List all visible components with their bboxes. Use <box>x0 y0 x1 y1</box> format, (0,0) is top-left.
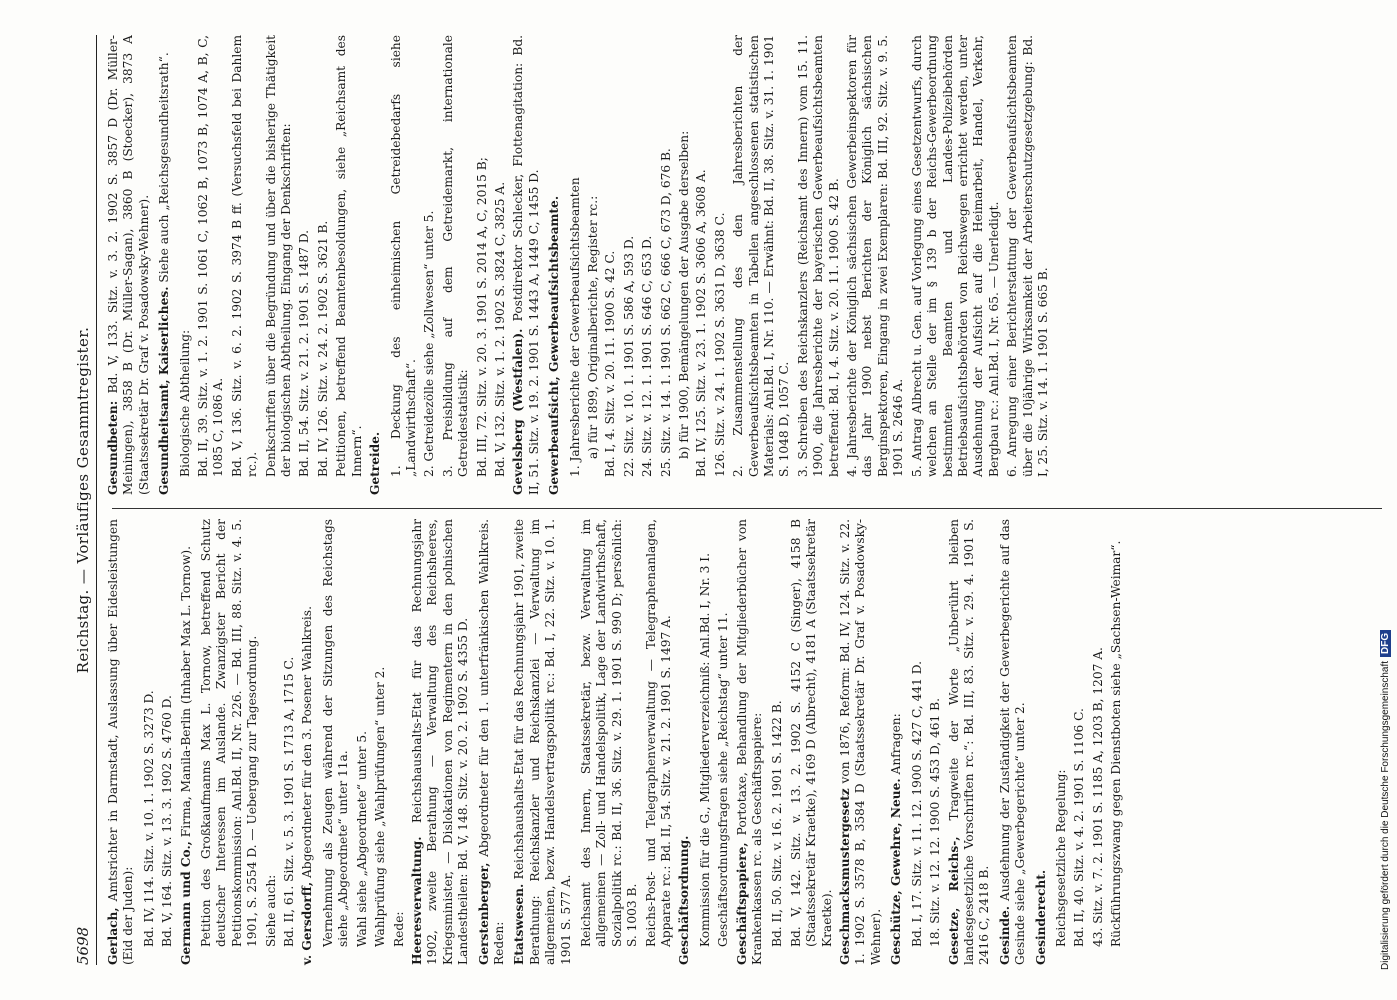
entry-subline: Siehe auch: <box>263 874 278 947</box>
entry-keyword: Heeresverwaltung. <box>409 836 424 965</box>
entry-keyword: Getreide. <box>368 431 383 495</box>
entry-keyword: Geschmacksmustergesetz <box>838 788 853 965</box>
entry-keyword: Geschäftsordnung. <box>677 835 692 965</box>
entry-subline: 43. Sitz. v. 7. 2. 1901 S. 1185 A, 1203 B, 1207 A. <box>1090 647 1105 947</box>
entry-keyword: Gesundheitsamt, Kaiserliches. <box>157 286 172 495</box>
entry-text: von 1876, Reform: Bd. IV, 124. Sitz. v. 22. 1. 1902 S. 3578 B, 3584 D (Staatssekretär Dr. Graf v. Posadowsky-Wehner). <box>838 519 883 965</box>
entry-keyword: Gesundbeten: <box>106 400 120 495</box>
side-note <box>1380 40 1394 970</box>
entry-subline: Biologische Abtheilung: <box>177 329 192 477</box>
entry-subline: Rede: <box>391 911 406 947</box>
entry-subline: Bd. V, 164. Sitz. v. 13. 3. 1902 S. 4760 D. <box>160 695 175 947</box>
entry-subline: Vernehmung als Zeugen während der Sitzungen des Reichstags siehe „Abgeordnete“ unter 11a. <box>320 519 351 947</box>
entry-keyword: Gesinde. <box>997 905 1012 965</box>
register-entry <box>106 35 152 495</box>
entry-subline: 25. Sitz. v. 14. 1. 1901 S. 662 C, 666 C, 673 D, 676 B. <box>658 148 673 477</box>
register-entry <box>511 35 542 495</box>
entry-subline: b) für 1900, Bemängelungen der Ausgabe derselben: <box>677 130 691 459</box>
left-column <box>106 519 1128 965</box>
entry-subline: Bd. IV, 126. Sitz. v. 24. 2. 1902 S. 3621 B. <box>315 220 330 477</box>
entry-text: Amtsrichter in Darmstadt, Auslassung über Eidesleistungen (Eid der Juden): <box>106 519 136 965</box>
entry-subline: Petitionen, betreffend Beamtenbesoldungen, siehe „Reichsamt des Innern“. <box>334 35 364 477</box>
entry-subline: Rückführungszwang gegen Dienstboten siehe „Sachsen-Weimar“. <box>1109 540 1124 947</box>
register-entry <box>106 519 137 965</box>
entry-subline: 22. Sitz. v. 10. 1. 1901 S. 586 A, 593 D. <box>621 235 636 477</box>
entry-subline: Bd. I, 17. Sitz. v. 11. 12. 1900 S. 427 C, 441 D. <box>909 660 924 947</box>
entry-subline: a) für 1899, Originalberichte, Register rc.: <box>585 195 600 459</box>
page-number: 5698 <box>74 926 92 965</box>
entry-subline: Bd. II, 61. Sitz. v. 5. 3. 1901 S. 1713 A, 1715 C. <box>282 656 297 947</box>
register-entry <box>1034 519 1049 965</box>
entry-subline: Kommission für die G., Mitgliederverzeichniß: Anl.Bd. I, Nr. 3 I. <box>697 553 712 947</box>
entry-keyword: Geschütze, Gewehre, Neue. <box>889 778 904 965</box>
entry-text: Portotaxe, Behandlung der Mitgliederbücher von Krankenkassen rc. als Geschäftspapiere: <box>734 518 765 965</box>
entry-keyword: Geschäftspapiere, <box>734 842 749 965</box>
entry-subline: Petition des Großkaufmanns Max L. Tornow, betreffend Schutz deutscher Interessen im Auslande. Zwanzigster Bericht der Petitionskommission: Anl.Bd. II, Nr. 226. — Bd. III, 88. Sitz. v. 4. 5. 1901, S. 2554 D. — Uebergang zur Tagesordnung. <box>199 519 260 947</box>
side-note-text-wrap <box>1380 40 1394 970</box>
entry-text: Abgeordneter für den 3. Posener Wahlkreis. <box>300 606 315 879</box>
entry-text: Firma, Manila-Berlin (Inhaber Max L. Tornow). <box>178 545 193 838</box>
register-entry <box>838 519 884 965</box>
entry-subline: 24. Sitz. v. 12. 1. 1901 S. 646 C, 653 D. <box>640 235 655 477</box>
entry-subline: Reichs-Post- und Telegraphenverwaltung — Telegraphenanlagen, Apparate rc.: Bd. II, 54. Sitz. v. 21. 2. 1901 S. 1497 A. <box>643 519 673 947</box>
column-divider <box>112 508 1382 509</box>
right-column <box>106 35 1054 495</box>
entry-subline: Bd. IV, 125. Sitz. v. 23. 1. 1902 S. 3606 A, 3608 A. <box>694 169 709 477</box>
entry-text: Anfragen: <box>889 713 904 775</box>
entry-subline: Bd. I, 4. Sitz. v. 20. 11. 1900 S. 42 C. <box>603 250 618 477</box>
register-entry <box>179 519 194 965</box>
entry-subline: Bd. II, 54. Sitz. v. 21. 2. 1901 S. 1487 D. <box>297 229 312 477</box>
entry-text: Bd. V, 133. Sitz. v. 3. 2. 1902 S. 3857 D (Dr. Müller-Meiningen), 3858 B (Dr. Müller-Sagan), 3860 B (Stoecker), 3873 A (Staatssekretär Dr. Graf v. Posadowsky-Wehner). <box>106 35 151 495</box>
entry-subline: 3. Schreiben des Reichskanzlers (Reichsamt des Innern) vom 15. 11. 1900, die Jahresberichte der bayerischen Gewerbeaufsichtsbeamten betreffend: Bd. I, 4. Sitz. v. 20. 11. 1900 S. 42 B. <box>795 35 841 477</box>
entry-subline: 1. Deckung des einheimischen Getreidebedarfs siehe „Landwirthschaft“. <box>388 35 418 477</box>
entry-subline: 126. Sitz. v. 24. 1. 1902 S. 3631 D, 3638 C. <box>712 212 727 477</box>
entry-text: Siehe auch „Reichsgesundheitsrath“. <box>157 52 172 283</box>
register-entry <box>947 519 993 965</box>
entry-subline: 3. Preisbildung auf dem Getreidemarkt, internationale Getreidestatistik: <box>440 35 471 477</box>
entry-subline: Bd. V, 142. Sitz. v. 13. 2. 1902 S. 4152 C (Singer), 4158 B (Staatssekretär Kraetke), 4169 D (Albrecht), 4181 A (Staatssekretär Kraetke). <box>788 519 834 947</box>
entry-keyword: Gesetze, Reichs-, <box>946 836 961 965</box>
entry-subline: Wahl siehe „Abgeordnete“ unter 5. <box>354 731 369 947</box>
entry-keyword: Germann und Co., <box>178 841 193 965</box>
entry-keyword: Gewerbeaufsicht, Gewerbeaufsichtsbeamte. <box>547 195 562 495</box>
entry-keyword: Etatswesen. <box>512 883 527 965</box>
entry-subline: Denkschriften über die Begründung und über die bisherige Thätigkeit der biologischen Abtheilung. Eingang der Denkschriften: <box>263 35 294 477</box>
register-entry <box>677 519 692 965</box>
entry-subline: 18. Sitz. v. 12. 12. 1900 S. 453 D, 461 B. <box>928 697 943 947</box>
rotated-register-page <box>72 35 1392 965</box>
side-note-text: Digitalisierung gefördert durch die Deutsche Forschungsgemeinschaft <box>1380 660 1391 970</box>
entry-subline: 2. Getreidezölle siehe „Zollwesen“ unter 5. <box>422 210 437 477</box>
entry-keyword: Gesinderecht. <box>1033 869 1048 965</box>
entry-subline: Bd. V, 136. Sitz. v. 6. 2. 1902 S. 3974 B ff. (Versuchsfeld bei Dahlem rc.). <box>229 35 260 477</box>
register-entry <box>300 519 315 965</box>
entry-text: Ausdehnung der Zuständigkeit der Gewerbegerichte auf das Gesinde siehe „Gewerbegerichte“ unter 2. <box>997 519 1028 965</box>
page-title: Reichstag. — Vorläufiges Gesammtregister. <box>74 326 92 674</box>
entry-text: Abgeordneter für den 1. unterfränkischen Wahlkreis. Reden: <box>476 518 506 965</box>
page-header <box>72 35 97 965</box>
entry-subline: 5. Antrag Albrecht u. Gen. auf Vorlegung eines Gesetzentwurfs, durch welchen an Stelle der im § 139 b der Reichs-Gewerbeordnung bestimmten Beamten und Landes-Polizeibehörden Betriebsaufsichtsbehörden von Reichswegen errichtet werden, unter Ausdehnung der Aufsicht auf die Heimarbeit, Handel, Verkehr, Bergbau rc.: Anl.Bd. I, Nr. 65. — Unerledigt. <box>909 35 1001 477</box>
entry-subline: 2. Zusammenstellung des den Jahresberichten der Gewerbeaufsichtsbeamten in Tabellen angeschlossenen statistischen Materials: Anl.Bd. I, Nr. 110. — Erwähnt: Bd. II, 38. Sitz. v. 31. 1. 1901 S. 1048 D, 1057 C. <box>731 35 792 477</box>
entry-subline: Bd. II, 50. Sitz. v. 16. 2. 1901 S. 1422 B. <box>770 700 785 947</box>
register-entry <box>512 519 574 965</box>
entry-text: Reichshaushalts-Etat für das Rechnungsjahr 1901, zweite Berathung: Reichskanzler und Reichskanzlei — Verwaltung im allgemeinen, bezw. Handelsvertragspolitik rc.: Bd. I, 22. Sitz. v. 10. 1. 1901 S. 577 A. <box>512 519 573 965</box>
entry-subline: Reichsamt des Innern, Staatssekretär, bezw. Verwaltung im allgemeinen — Zoll- und Handelspolitik, Lage der Landwirthschaft, Sozialpolitik rc.: Bd. II, 36. Sitz. v. 29. 1. 1901 S. 990 D; persönlich: S. 1003 B. <box>578 519 640 947</box>
entry-subline: Geschäftsordnungsfragen siehe „Reichstag“ unter 11. <box>716 612 731 947</box>
entry-subline: Bd. II, 39. Sitz. v. 1. 2. 1901 S. 1061 C, 1062 B, 1073 B, 1074 A, B, C, 1085 C, 1086 A. <box>196 35 226 477</box>
entry-subline: 6. Anregung einer Berichterstattung der Gewerbeaufsichtsbeamten über die 10jährige Wirksamkeit der Arbeiterschutzgesetzgebung: Bd. I, 25. Sitz. v. 14. 1. 1901 S. 665 B. <box>1005 35 1050 477</box>
dfg-logo: DFG <box>1380 630 1391 657</box>
register-entry <box>368 35 383 495</box>
register-entry <box>547 35 562 495</box>
entry-subline: Bd. IV, 114. Sitz. v. 10. 1. 1902 S. 3273 D. <box>141 690 156 947</box>
entry-text: Tragweite der Worte „Unberührt bleiben landesgesetzliche Vorschriften rc.“: Bd. III, 83. Sitz. v. 29. 4. 1901 S. 2416 C, 2418 B. <box>946 518 992 965</box>
entry-subline: Reichsgesetzliche Regelung: <box>1053 769 1068 947</box>
entry-subline: Bd. V, 132. Sitz. v. 1. 2. 1902 S. 3824 C, 3825 A. <box>492 181 507 477</box>
entry-keyword: Gerlach, <box>106 907 120 965</box>
entry-subline: 1. Jahresberichte der Gewerbeaufsichtsbeamten <box>567 177 582 477</box>
register-entry <box>477 519 508 965</box>
register-entry <box>889 519 904 965</box>
entry-subline: Wahlprüfung siehe „Wahlprüfungen“ unter 2. <box>373 666 388 947</box>
entry-subline: 4. Jahresberichte der Königlich sächsischen Gewerbeinspektoren für das Jahr 1900 nebst Berichten der Königlich sächsischen Berginspektoren, Eingang in zwei Exemplaren: Bd. III, 92. Sitz. v. 9. 5. 1901 S. 2646 A. <box>845 35 906 477</box>
register-entry <box>410 519 472 965</box>
entry-text: Postdirektor Schlecker, Flottenagitation: Bd. II, 51. Sitz. v. 19. 2. 1901 S. 1443 A, 1449 C, 1455 D. <box>511 35 541 495</box>
entry-subline: Bd. II, 40. Sitz. v. 4. 2. 1901 S. 1106 C. <box>1072 708 1087 947</box>
register-entry <box>998 519 1029 965</box>
entry-text: Reichshaushalts-Etat für das Rechnungsjahr 1902, zweite Berathung — Verwaltung des Reichsheeres, Kriegsminister, — Dislokationen von Regimentern in den polnischen Landestheilen: Bd. V, 148. Sitz. v. 20. 2. 1902 S. 4355 D. <box>409 519 471 965</box>
register-entry <box>735 519 766 965</box>
entry-keyword: Gerstenberger, <box>476 862 491 965</box>
register-entry <box>157 35 172 495</box>
entry-keyword: Gevelsberg (Westfalen). <box>511 328 526 495</box>
entry-subline: Bd. III, 72. Sitz. v. 20. 3. 1901 S. 2014 A, C, 2015 B; <box>474 157 489 477</box>
entry-keyword: v. Gersdorff, <box>300 881 315 965</box>
